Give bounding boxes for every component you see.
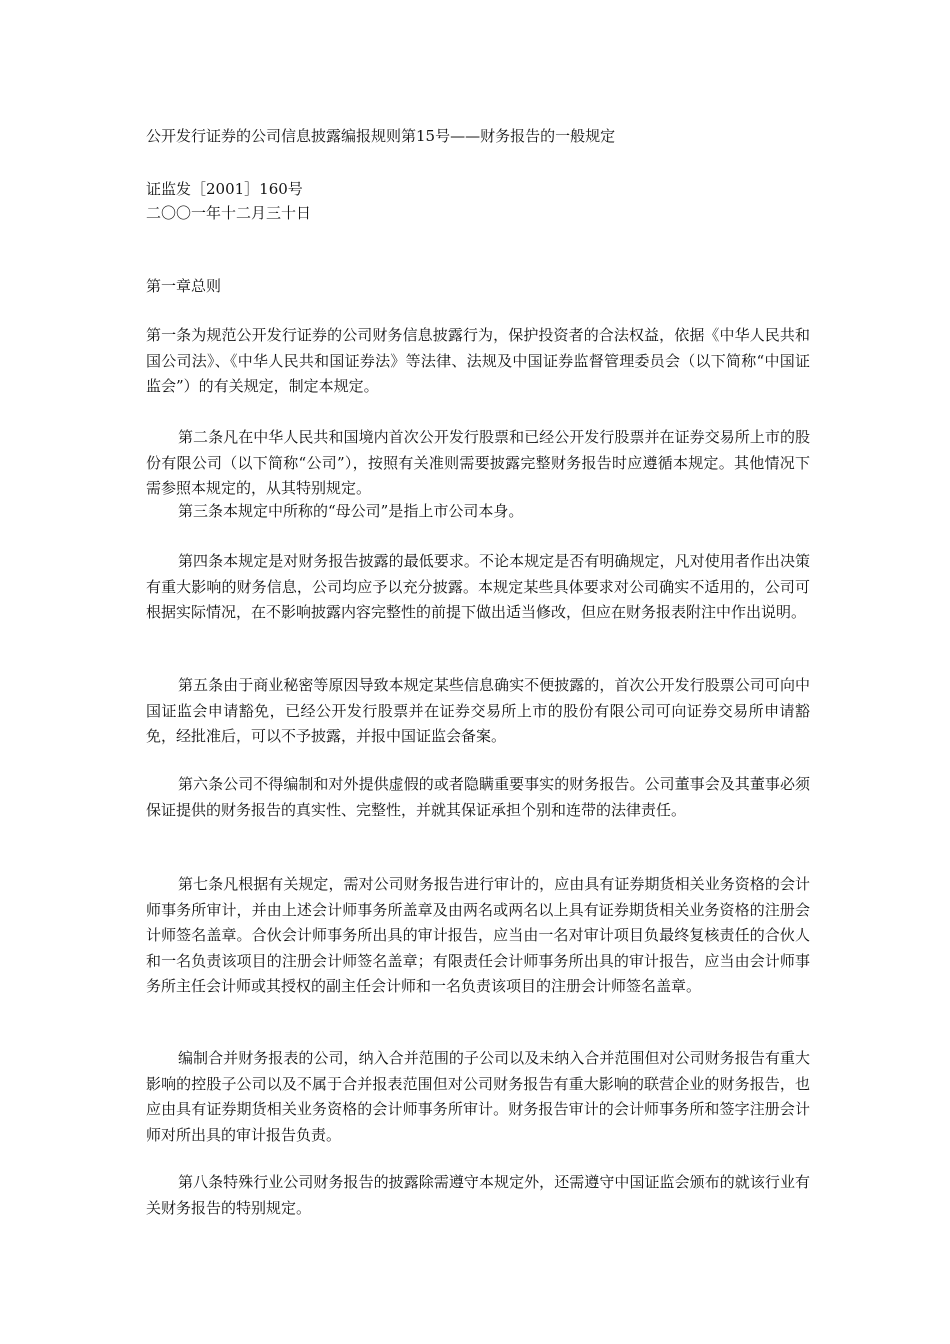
article-1: 第一条为规范公开发行证券的公司财务信息披露行为，保护投资者的合法权益，依据《中华人民共和国公司法》、《中华人民共和国证券法》等法律、法规及中国证券监督管理委员会（以下简称“中国证监会”）的有关规定，制定本规定。	[146, 326, 810, 395]
article-7: 第七条凡根据有关规定，需对公司财务报告进行审计的，应由具有证券期货相关业务资格的会计师事务所审计，并由上述会计师事务所盖章及由两名或两名以上具有证券期货相关业务资格的注册会计师签名盖章。合伙会计师事务所出具的审计报告，应当由一名对审计项目负最终复核责任的合伙人和一名负责该项目的注册会计师签名盖章；有限责任会计师事务所出具的审计报告，应当由会计师事务所主任会计师或其授权的副主任会计师和一名负责该项目的注册会计师签名盖章。	[146, 875, 810, 995]
article-2: 第二条凡在中华人民共和国境内首次公开发行股票和已经公开发行股票并在证券交易所上市的股份有限公司（以下简称“公司”），按照有关准则需要披露完整财务报告时应遵循本规定。其他情况下需参照本规定的，从其特别规定。	[146, 428, 810, 497]
document-number: 证监发［2001］160号	[146, 180, 303, 198]
article-7-continued: 编制合并财务报表的公司，纳入合并范围的子公司以及未纳入合并范围但对公司财务报告有重大影响的控股子公司以及不属于合并报表范围但对公司财务报告有重大影响的联营企业的财务报告，也应由具有证券期货相关业务资格的会计师事务所审计。财务报告审计的会计师事务所和签字注册会计师对所出具的审计报告负责。	[146, 1049, 810, 1144]
article-5: 第五条由于商业秘密等原因导致本规定某些信息确实不便披露的，首次公开发行股票公司可向中国证监会申请豁免，已经公开发行股票并在证券交易所上市的股份有限公司可向证券交易所申请豁免，经批准后，可以不予披露，并报中国证监会备案。	[146, 676, 810, 745]
chapter-heading: 第一章总则	[146, 277, 222, 295]
article-4: 第四条本规定是对财务报告披露的最低要求。不论本规定是否有明确规定，凡对使用者作出决策有重大影响的财务信息，公司均应予以充分披露。本规定某些具体要求对公司确实不适用的，公司可根据实际情况，在不影响披露内容完整性的前提下做出适当修改，但应在财务报表附注中作出说明。	[146, 552, 810, 621]
article-6: 第六条公司不得编制和对外提供虚假的或者隐瞒重要事实的财务报告。公司董事会及其董事必须保证提供的财务报告的真实性、完整性，并就其保证承担个别和连带的法律责任。	[146, 775, 810, 819]
document-date: 二〇〇一年十二月三十日	[146, 204, 312, 222]
article-8: 第八条特殊行业公司财务报告的披露除需遵守本规定外，还需遵守中国证监会颁布的就该行业有关财务报告的特别规定。	[146, 1173, 810, 1217]
document-title: 公开发行证券的公司信息披露编报规则第15号——财务报告的一般规定	[146, 127, 616, 145]
article-3: 第三条本规定中所称的“母公司”是指上市公司本身。	[178, 502, 524, 520]
